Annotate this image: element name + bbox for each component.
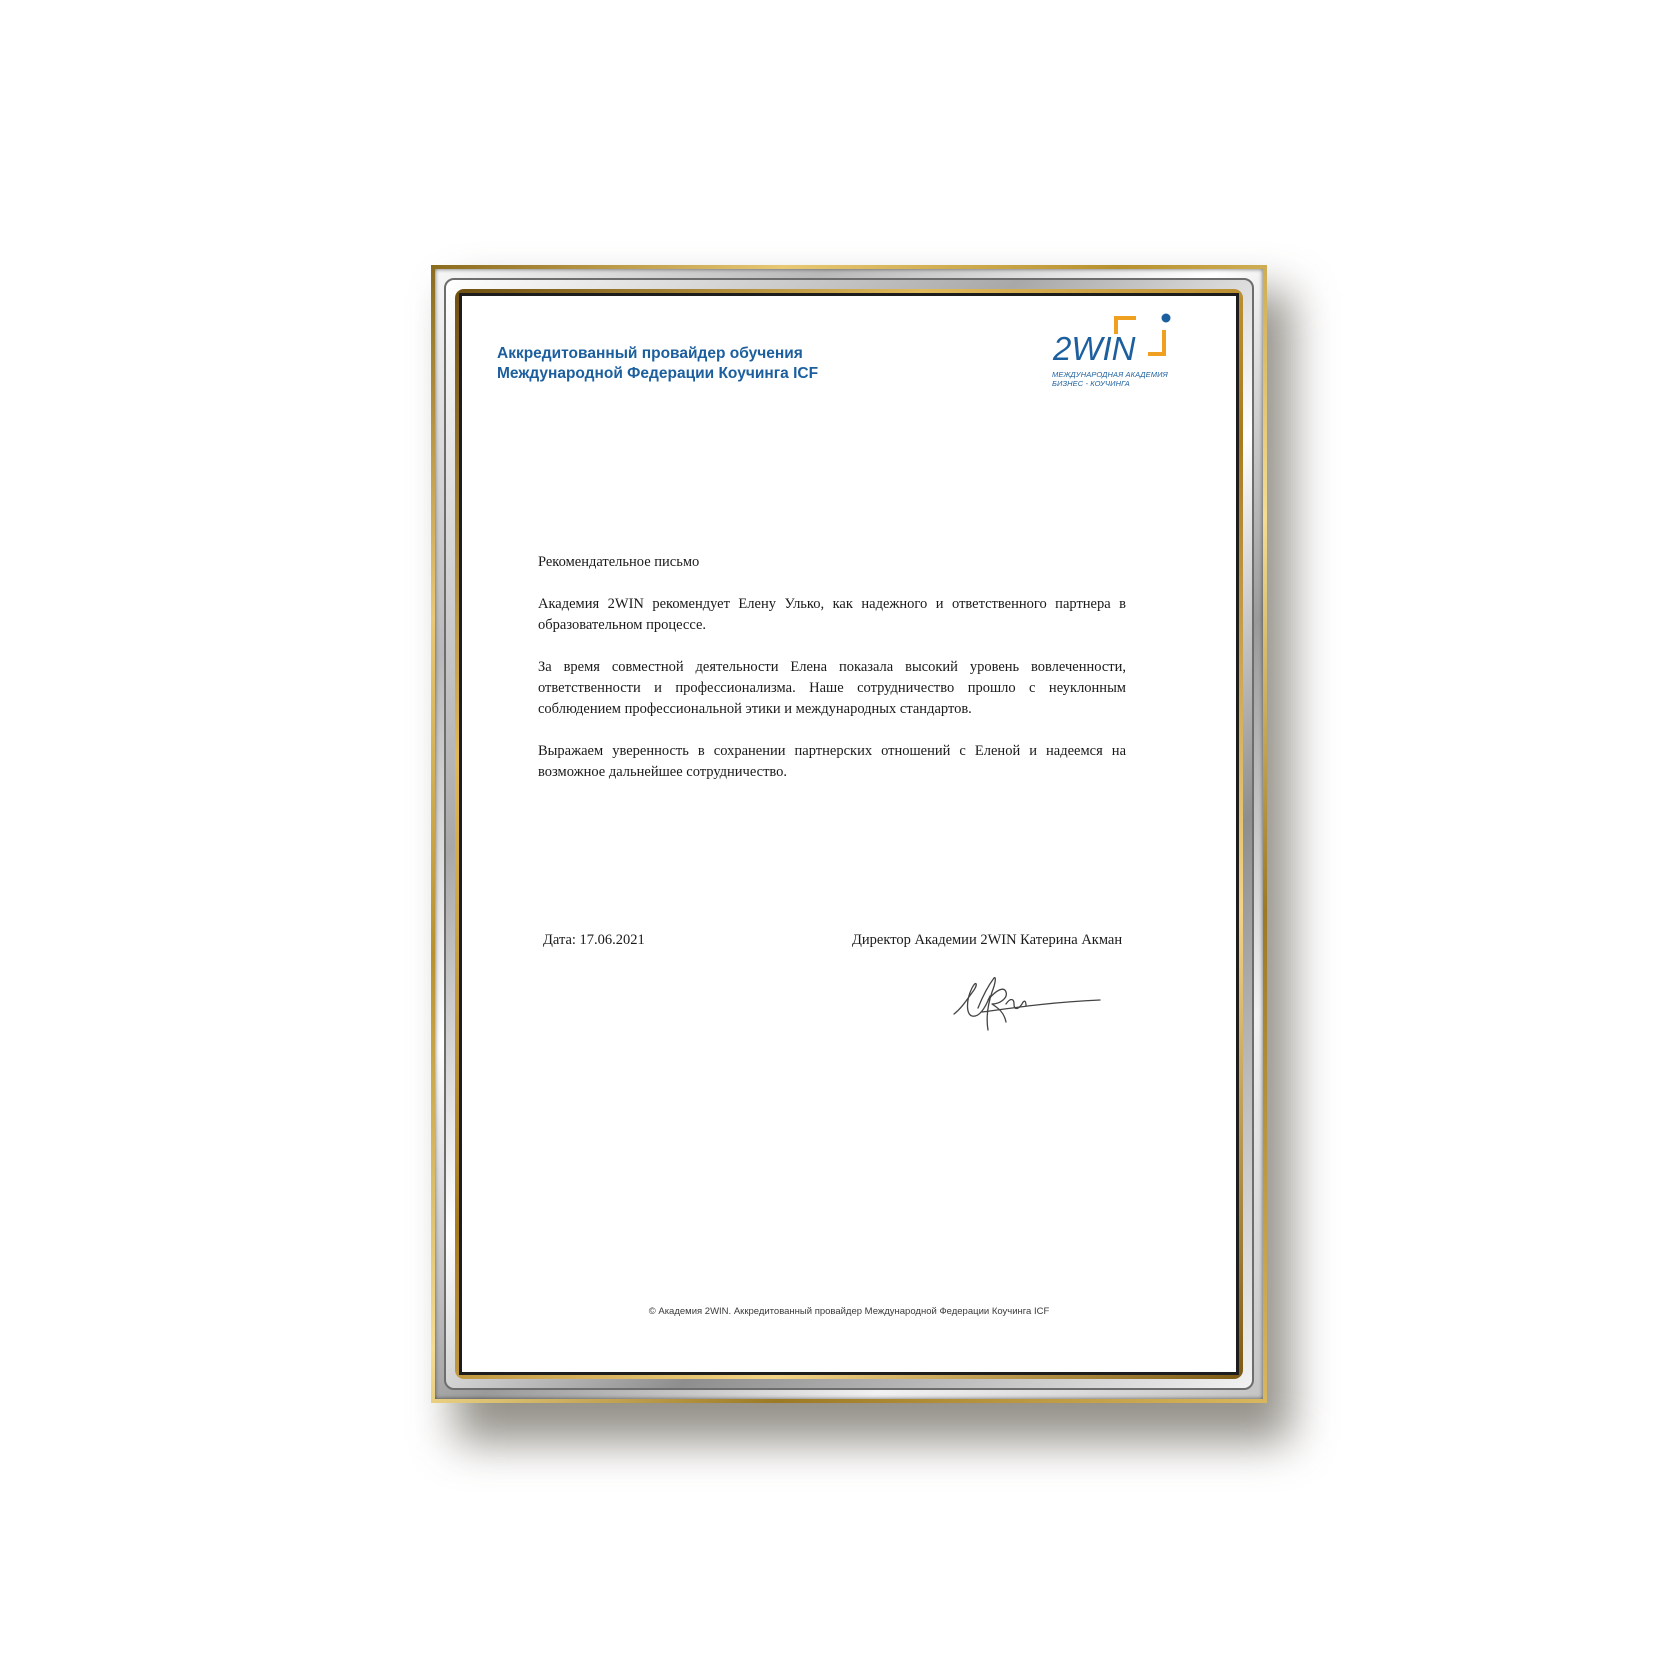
- letter-paragraph-2: За время совместной деятельности Елена показала высокий уровень вовлеченности, ответственности и профессионализма. Наше сотрудничество прошло с неуклонным соблюдением профессиональной этики и международных стандартов.: [538, 659, 1126, 717]
- logo-subtitle-line-2: БИЗНЕС - КОУЧИНГА: [1052, 379, 1130, 388]
- letterhead-line-2: Международной Федерации Коучинга ICF: [497, 365, 819, 382]
- letterhead-line-1: Аккредитованный провайдер обучения: [497, 345, 803, 362]
- logo-subtitle: [1052, 370, 1168, 388]
- letter-date: Дата: 17.06.2021: [543, 932, 645, 948]
- director-name: Директор Академии 2WIN Катерина Акман: [852, 932, 1123, 948]
- letterhead-text: [497, 344, 818, 384]
- logo-wordmark: 2WIN: [1053, 330, 1136, 367]
- frame-silver-border: [435, 269, 1263, 1399]
- letter-paragraph-3: Выражаем уверенность в сохранении партнерских отношений с Еленой и надеемся на возможное дальнейшее сотрудничество.: [538, 743, 1126, 780]
- frame-silver-inner-border: [444, 278, 1254, 1390]
- 2win-logo: [1052, 310, 1182, 390]
- letter-title: Рекомендательное письмо: [538, 554, 700, 570]
- handwritten-signature: [952, 968, 1102, 1038]
- letter-paragraph-1: Академия 2WIN рекомендует Елену Улько, как надежного и ответственного партнера в образовательном процессе.: [538, 596, 1126, 633]
- letter-document: [459, 293, 1239, 1375]
- frame-gold-inner-border: [455, 289, 1243, 1379]
- logo-subtitle-line-1: МЕЖДУНАРОДНАЯ АКАДЕМИЯ: [1052, 370, 1168, 379]
- 2win-logo-icon: [1052, 310, 1182, 370]
- picture-frame: [431, 265, 1267, 1403]
- footer-text: © Академия 2WIN. Аккредитованный провайдер Международной Федерации Коучинга ICF: [648, 1306, 1050, 1317]
